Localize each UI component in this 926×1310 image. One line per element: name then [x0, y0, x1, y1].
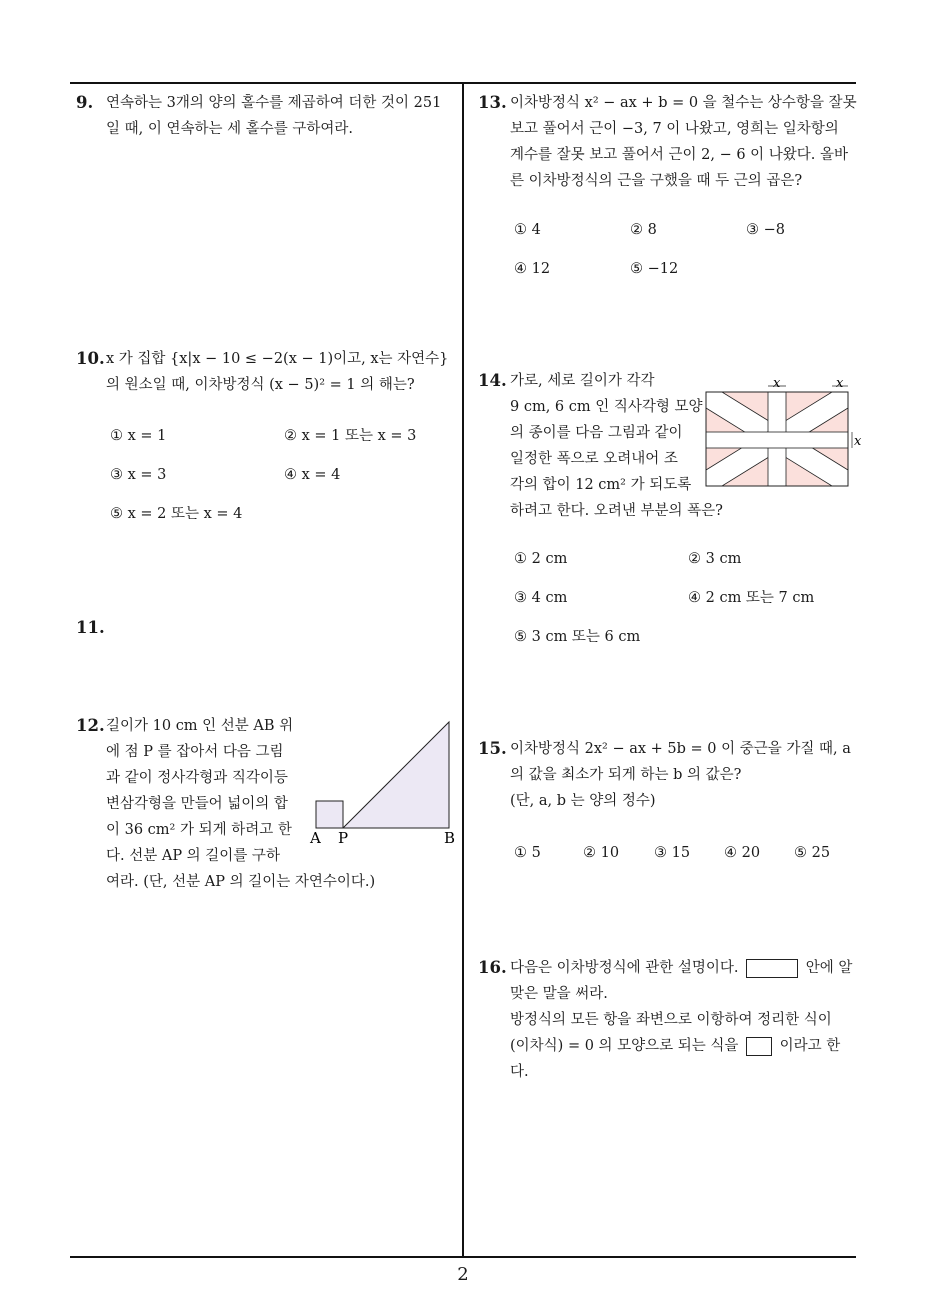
question-line: 연속하는 3개의 양의 홀수를 제곱하여 더한 것이 251 [106, 95, 442, 111]
option-3[interactable]: ③ 15 [654, 845, 691, 861]
bottom-rule [70, 1256, 856, 1258]
label-x: x [854, 434, 862, 449]
question-line: 에 점 P 를 잡아서 다음 그림 [106, 744, 284, 760]
label-a: A [310, 829, 321, 847]
triangle-shape [343, 722, 449, 828]
question-line: 의 값을 최소가 되게 하는 b 의 값은? [510, 767, 742, 783]
option-5[interactable]: ⑤ −12 [630, 261, 679, 277]
option-3[interactable]: ③ −8 [746, 222, 785, 238]
question-line: 이 36 cm² 가 되게 하려고 한 [106, 822, 292, 838]
option-5[interactable]: ⑤ 25 [794, 845, 831, 861]
question-line: 의 종이를 다음 그림과 같이 [510, 425, 683, 441]
answer-blank-box[interactable] [746, 1037, 772, 1056]
question-10-text [106, 346, 448, 398]
line-text: (이차식) = 0 의 모양으로 되는 식을 [510, 1038, 739, 1054]
question-11-number: 11. [76, 618, 105, 637]
label-x: x [773, 376, 781, 391]
option-3[interactable]: ③ 4 cm [514, 590, 568, 606]
question-line: 일정한 폭으로 오려내어 조 [510, 451, 678, 467]
option-4[interactable]: ④ 2 cm 또는 7 cm [688, 590, 815, 606]
question-15-text [510, 736, 851, 814]
question-line: 하려고 한다. 오려낸 부분의 폭은? [510, 503, 723, 519]
label-x: x [836, 376, 844, 391]
question-line: 른 이차방정식의 근을 구했을 때 두 근의 곱은? [510, 173, 803, 189]
horizontal-strip [706, 432, 848, 448]
question-line: 여라. (단, 선분 AP 의 길이는 자연수이다.) [106, 874, 376, 890]
question-16-number: 16. [478, 958, 507, 977]
question-9-number: 9. [76, 93, 94, 112]
question-line: (단, a, b 는 양의 정수) [510, 793, 656, 809]
question-line: 보고 풀어서 근이 −3, 7 이 나왔고, 영희는 일차항의 [510, 121, 839, 137]
question-14-number: 14. [478, 371, 507, 390]
question-13-number: 13. [478, 93, 507, 112]
option-1[interactable]: ① 5 [514, 845, 541, 861]
question-line: 다. 선분 AP 의 길이를 구하 [106, 848, 280, 864]
page-number: 2 [457, 1264, 469, 1285]
question-line [510, 1033, 852, 1059]
option-4[interactable]: ④ x = 4 [284, 467, 341, 483]
option-5[interactable]: ⑤ 3 cm 또는 6 cm [514, 629, 641, 645]
question-line: 변삼각형을 만들어 넓이의 합 [106, 796, 288, 812]
column-divider [462, 82, 464, 1258]
option-2[interactable]: ② 8 [630, 222, 657, 238]
line-text: 이라고 한 [779, 1038, 841, 1054]
question-15-number: 15. [478, 739, 507, 758]
question-line: 방정식의 모든 항을 좌변으로 이항하여 정리한 식이 [510, 1012, 832, 1028]
square-shape [316, 801, 343, 828]
option-2[interactable]: ② x = 1 또는 x = 3 [284, 428, 417, 444]
option-2[interactable]: ② 3 cm [688, 551, 742, 567]
square-triangle-figure [306, 716, 456, 848]
question-10-number: 10. [76, 349, 105, 368]
line-text: 다음은 이차방정식에 관한 설명이다. [510, 960, 739, 976]
question-line: x 가 집합 {x|x − 10 ≤ −2(x − 1)이고, x는 자연수} [106, 351, 449, 367]
option-4[interactable]: ④ 12 [514, 261, 551, 277]
option-1[interactable]: ① 4 [514, 222, 541, 238]
question-line: 9 cm, 6 cm 인 직사각형 모양 [510, 399, 703, 415]
option-4[interactable]: ④ 20 [724, 845, 761, 861]
question-16-text [510, 955, 852, 1085]
question-13-text [510, 90, 857, 194]
option-2[interactable]: ② 10 [583, 845, 620, 861]
question-line: 이차방정식 2x² − ax + 5b = 0 이 중근을 가질 때, a [510, 741, 851, 757]
question-line: 가로, 세로 길이가 각각 [510, 373, 655, 389]
answer-blank-box[interactable] [746, 959, 798, 978]
question-line: 이차방정식 x² − ax + b = 0 을 철수는 상수항을 잘못 [510, 95, 857, 111]
question-line: 일 때, 이 연속하는 세 홀수를 구하여라. [106, 121, 353, 137]
cut-paper-figure [700, 376, 870, 494]
question-line [510, 955, 852, 981]
question-line: 계수를 잘못 보고 풀어서 근이 2, − 6 이 나왔다. 올바 [510, 147, 849, 163]
question-line: 각의 합이 12 cm² 가 되도록 [510, 477, 692, 493]
label-p: P [338, 829, 349, 847]
label-b: B [444, 829, 456, 847]
question-line: 길이가 10 cm 인 선분 AB 위 [106, 718, 294, 734]
line-text: 안에 알 [805, 960, 853, 976]
option-5[interactable]: ⑤ x = 2 또는 x = 4 [110, 506, 243, 522]
option-1[interactable]: ① 2 cm [514, 551, 568, 567]
question-14-text [510, 368, 723, 524]
question-line: 과 같이 정사각형과 직각이등 [106, 770, 288, 786]
option-1[interactable]: ① x = 1 [110, 428, 167, 444]
question-line: 맞은 말을 써라. [510, 986, 608, 1002]
question-12-number: 12. [76, 716, 105, 735]
question-line: 다. [510, 1064, 529, 1080]
option-3[interactable]: ③ x = 3 [110, 467, 167, 483]
question-9-text [106, 90, 441, 142]
question-line: 의 원소일 때, 이차방정식 (x − 5)² = 1 의 해는? [106, 377, 415, 393]
